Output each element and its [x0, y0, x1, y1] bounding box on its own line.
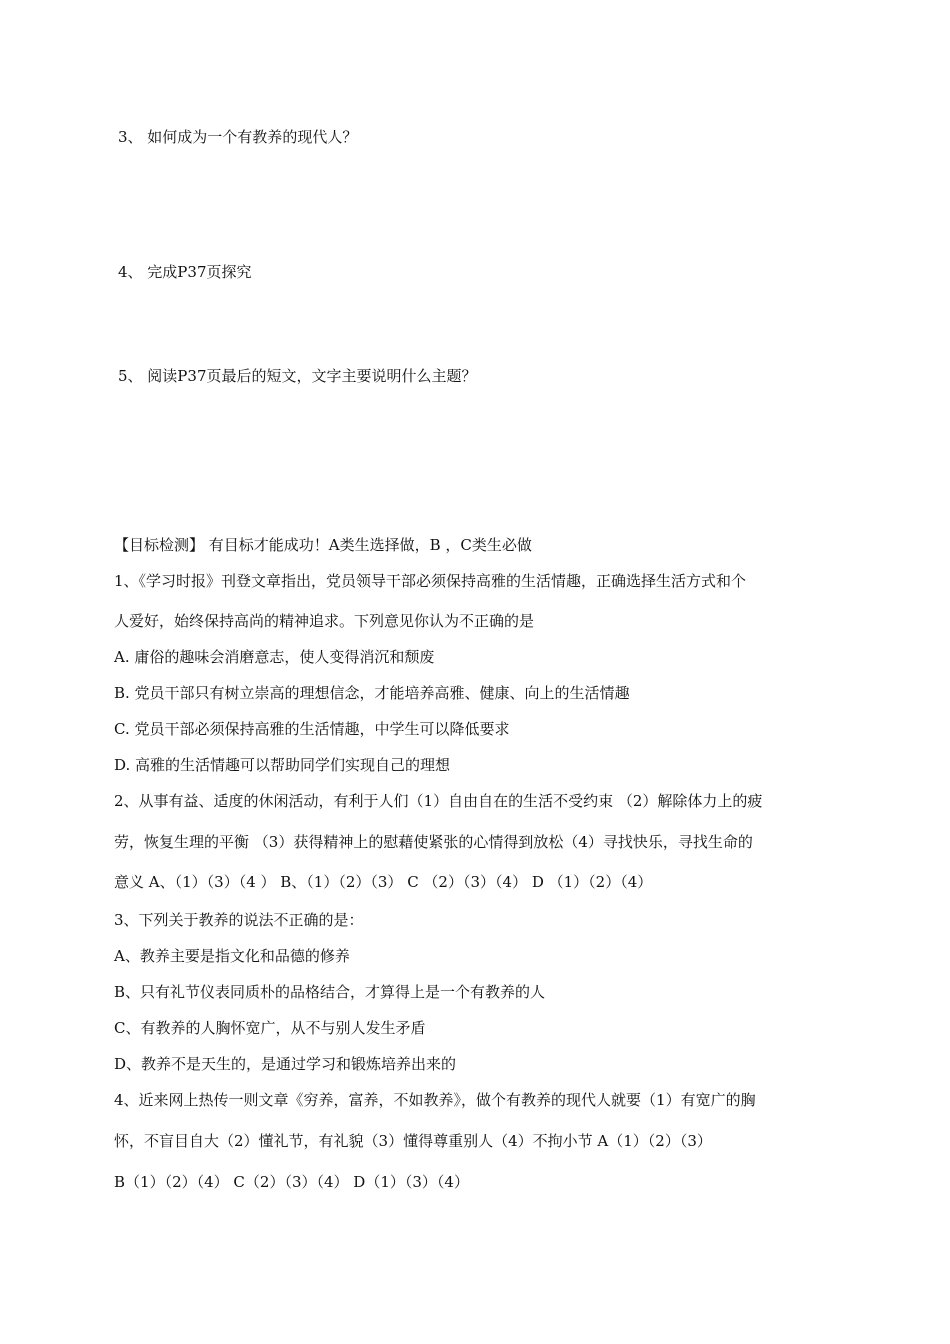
exercise-line: D、教养不是天生的，是通过学习和锻炼培养出来的 — [114, 1055, 457, 1073]
question-4: 4、 完成P37页探究 — [118, 263, 252, 281]
section-heading: 【目标检测】 有目标才能成功！A类生选择做，B ，C类生必做 — [114, 536, 532, 554]
exercise-line: B. 党员干部只有树立崇高的理想信念，才能培养高雅、健康、向上的生活情趣 — [114, 684, 630, 702]
exercise-line: A、教养主要是指文化和品德的修养 — [114, 947, 350, 965]
exercise-line: 1、《学习时报》刊登文章指出，党员领导干部必须保持高雅的生活情趣，正确选择生活方式和个 — [114, 572, 747, 590]
exercise-line: D. 高雅的生活情趣可以帮助同学们实现自己的理想 — [114, 756, 451, 774]
exercise-line: B（1）（2）（4） C（2）（3）（4） D（1）（3）（4） — [114, 1173, 469, 1191]
exercise-line: 4、近来网上热传一则文章《穷养，富养，不如教养》，做个有教养的现代人就要（1）有宽广的胸 — [114, 1091, 756, 1109]
exercise-line: C、有教养的人胸怀宽广，从不与别人发生矛盾 — [114, 1019, 426, 1037]
exercise-line: 怀，不盲目自大（2）懂礼节，有礼貌（3）懂得尊重别人（4）不拘小节 A（1）（2）（3） — [114, 1132, 712, 1150]
exercise-line: 2、从事有益、适度的休闲活动，有利于人们（1）自由自在的生活不受约束 （2）解除体力上的疲 — [114, 792, 763, 810]
exercise-line: 人爱好，始终保持高尚的精神追求。下列意见你认为不正确的是 — [114, 612, 535, 630]
question-5: 5、 阅读P37页最后的短文，文字主要说明什么主题？ — [118, 367, 477, 385]
exercise-line: A. 庸俗的趣味会消磨意志，使人变得消沉和颓废 — [114, 648, 435, 666]
question-3: 3、 如何成为一个有教养的现代人？ — [118, 128, 358, 146]
exercise-line: 3、下列关于教养的说法不正确的是： — [114, 911, 364, 929]
exercise-line: 劳，恢复生理的平衡 （3）获得精神上的慰藉使紧张的心情得到放松（4）寻找快乐，寻找生命的 — [114, 833, 753, 851]
exercise-line: B、只有礼节仪表同质朴的品格结合，才算得上是一个有教养的人 — [114, 983, 546, 1001]
exercise-line: C. 党员干部必须保持高雅的生活情趣，中学生可以降低要求 — [114, 720, 510, 738]
exercise-line: 意义 A、（1）（3）（4 ） B、（1）（2）（3） C （2）（3）（4） D （1）（2）（4） — [114, 873, 653, 891]
